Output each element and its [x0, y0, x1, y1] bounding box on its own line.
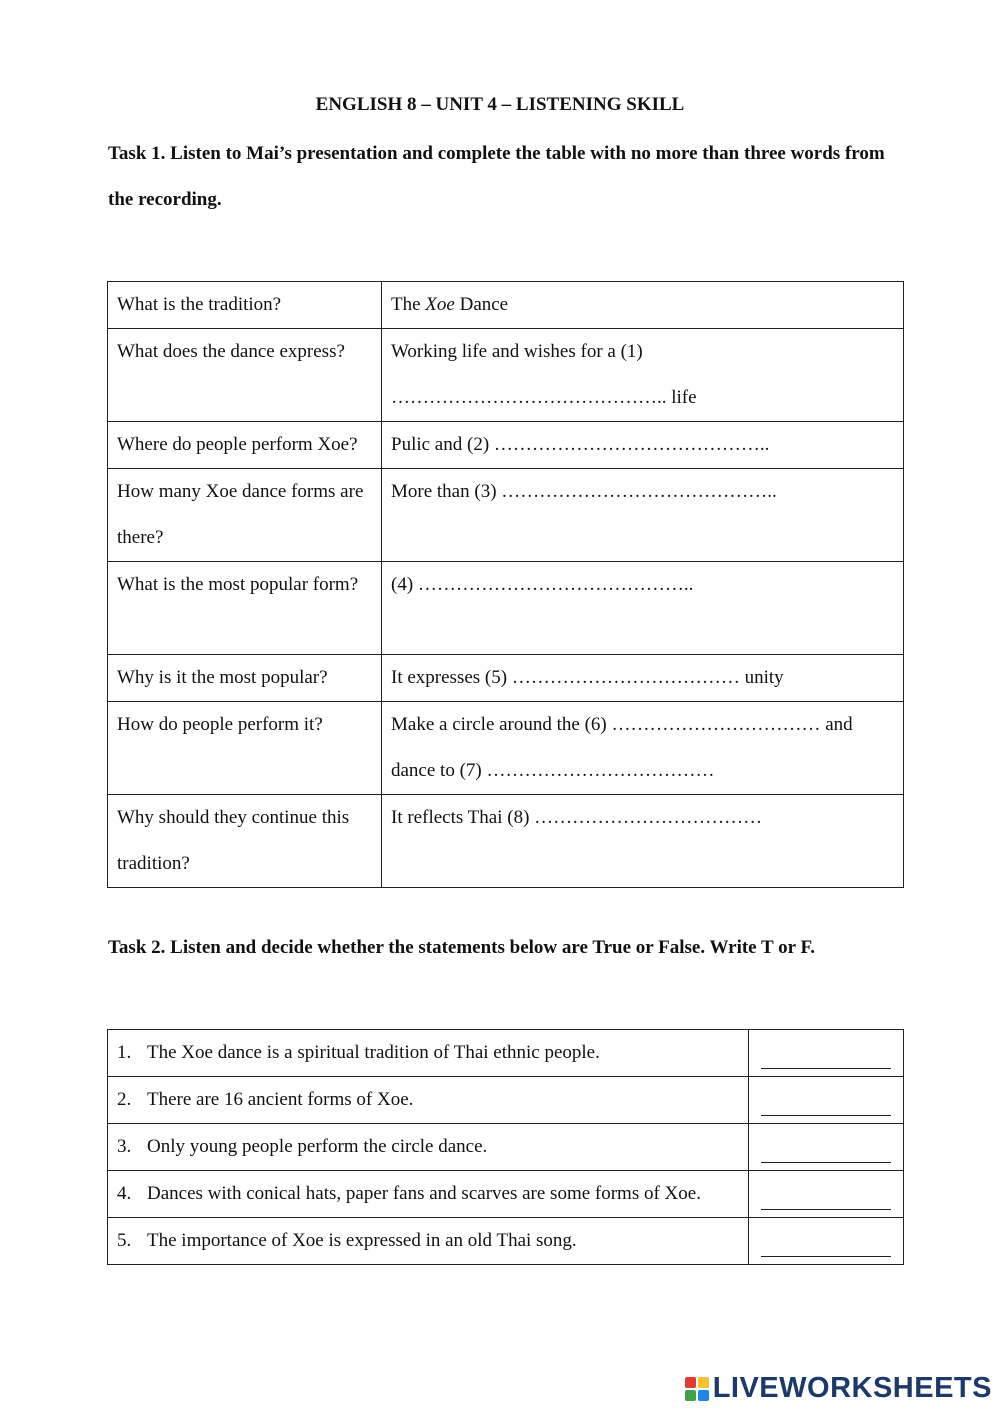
answer-cell[interactable]: It reflects Thai (8) ………………………………: [382, 795, 904, 888]
table-row: [108, 1124, 904, 1171]
table-row: [108, 422, 904, 469]
statement-cell: [108, 1171, 749, 1218]
statement-cell: [108, 1030, 749, 1077]
table-row: [108, 282, 904, 329]
answer-cell[interactable]: Working life and wishes for a (1) …………………………………….. life: [382, 329, 904, 422]
question-cell: Why should they continue this tradition?: [108, 795, 382, 888]
answer-cell[interactable]: Pulic and (2) ……………………………………..: [382, 422, 904, 469]
statement-cell: [108, 1218, 749, 1265]
liveworksheets-logo[interactable]: [685, 1372, 992, 1405]
statement-text: The Xoe dance is a spiritual tradition of Thai ethnic people.: [147, 1042, 600, 1063]
mark-square: [698, 1390, 709, 1401]
table-row: [108, 469, 904, 562]
statement-cell: [108, 1124, 749, 1171]
question-cell: How many Xoe dance forms are there?: [108, 469, 382, 562]
answer-cell[interactable]: Make a circle around the (6) …………………………… and dance to (7) ………………………………: [382, 702, 904, 795]
mark-square: [698, 1377, 709, 1388]
xoe-italic: Xoe: [425, 294, 455, 315]
question-cell: How do people perform it?: [108, 702, 382, 795]
table-row: [108, 795, 904, 888]
table-row: [108, 562, 904, 655]
liveworksheets-mark-icon: [685, 1377, 709, 1401]
answer-blank-cell[interactable]: [749, 1218, 904, 1265]
statement-number: 3.: [117, 1136, 132, 1157]
answer-cell[interactable]: It expresses (5) ……………………………… unity: [382, 655, 904, 702]
answer-blank-cell[interactable]: [749, 1171, 904, 1218]
task2-heading: Task 2. Listen and decide whether the statements below are True or False. Write T or F.: [108, 937, 816, 958]
statement-number: 2.: [117, 1089, 132, 1110]
mark-square: [685, 1377, 696, 1388]
table-row: [108, 1171, 904, 1218]
task1-table: [107, 281, 904, 888]
answer-cell: The Xoe Dance: [382, 282, 904, 329]
table-row: [108, 1218, 904, 1265]
answer-blank[interactable]: [761, 1234, 891, 1257]
answer-blank[interactable]: [761, 1046, 891, 1069]
table-row: [108, 1077, 904, 1124]
answer-cell[interactable]: More than (3) ……………………………………..: [382, 469, 904, 562]
table-row: [108, 1030, 904, 1077]
statement-number: 5.: [117, 1230, 132, 1251]
task1-heading: Task 1. Listen to Mai’s presentation and complete the table with no more than three words from the recording.: [108, 143, 885, 210]
statement-text: The importance of Xoe is expressed in an old Thai song.: [147, 1230, 577, 1251]
table-row: [108, 329, 904, 422]
question-cell: What does the dance express?: [108, 329, 382, 422]
answer-blank[interactable]: [761, 1187, 891, 1210]
question-cell: What is the most popular form?: [108, 562, 382, 655]
question-cell: What is the tradition?: [108, 282, 382, 329]
answer-blank[interactable]: [761, 1093, 891, 1116]
statement-cell: [108, 1077, 749, 1124]
answer-blank-cell[interactable]: [749, 1030, 904, 1077]
question-cell: Why is it the most popular?: [108, 655, 382, 702]
answer-cell[interactable]: (4) ……………………………………..: [382, 562, 904, 655]
answer-blank-cell[interactable]: [749, 1124, 904, 1171]
statement-number: 1.: [117, 1042, 132, 1063]
answer-blank[interactable]: [761, 1140, 891, 1163]
statement-text: There are 16 ancient forms of Xoe.: [147, 1089, 414, 1110]
statement-text: Dances with conical hats, paper fans and scarves are some forms of Xoe.: [147, 1183, 701, 1204]
question-cell: Where do people perform Xoe?: [108, 422, 382, 469]
answer-blank-cell[interactable]: [749, 1077, 904, 1124]
page-title: ENGLISH 8 – UNIT 4 – LISTENING SKILL: [315, 94, 685, 115]
mark-square: [685, 1390, 696, 1401]
task2-table: [107, 1029, 904, 1265]
table-row: [108, 702, 904, 795]
logo-text: LIVEWORKSHEETS: [712, 1372, 992, 1404]
table-row: [108, 655, 904, 702]
statement-number: 4.: [117, 1183, 132, 1204]
statement-text: Only young people perform the circle dance.: [147, 1136, 488, 1157]
